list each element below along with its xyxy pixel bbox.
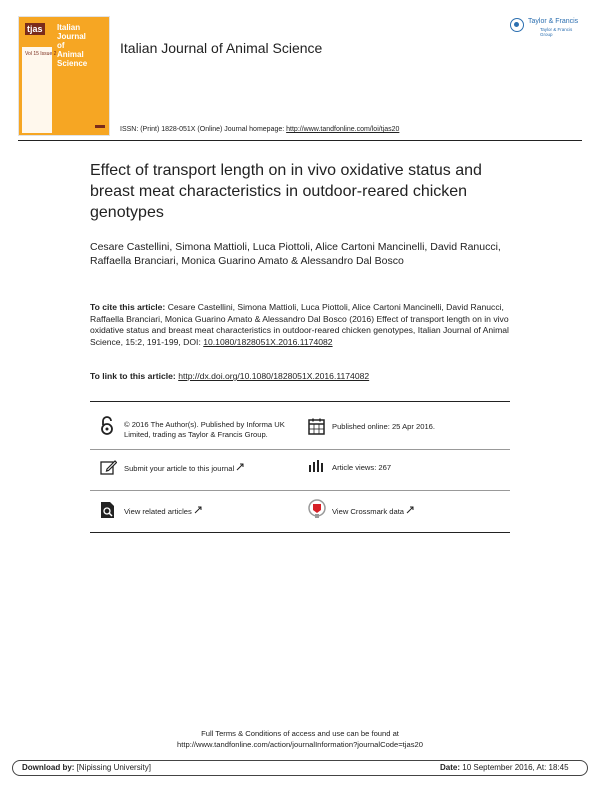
publisher-logo[interactable] bbox=[510, 16, 582, 36]
external-link-icon bbox=[194, 506, 203, 514]
download-date-value: 10 September 2016, At: 18:45 bbox=[460, 763, 569, 772]
downloaded-by bbox=[22, 763, 151, 772]
article-link-block bbox=[90, 371, 510, 381]
cover-stripe bbox=[95, 125, 105, 128]
crossmark-link[interactable] bbox=[332, 506, 415, 517]
download-date-label: Date: bbox=[440, 763, 461, 772]
journal-cover-image bbox=[18, 16, 110, 136]
article-link-label: To link to this article: bbox=[90, 371, 179, 381]
related-articles-icon bbox=[100, 501, 116, 519]
external-link-icon bbox=[406, 506, 415, 514]
cover-title-line: of bbox=[57, 41, 65, 50]
published-online-text: Published online: 25 Apr 2016. bbox=[332, 422, 436, 431]
article-title: Effect of transport length on in vivo oxidative status and breast meat characteristics in outdoor-reared chicken genotypes bbox=[90, 162, 482, 221]
article-authors: Cesare Castellini, Simona Mattioli, Luca Piottoli, Alice Cartoni Mancinelli, David Ranucci, Raffaella Branciari, Monica Guarino Amato & Alessandro Dal Bosco bbox=[90, 241, 501, 267]
info-divider bbox=[90, 490, 510, 491]
article-views-text: Article views: 267 bbox=[332, 463, 392, 472]
terms-line: Full Terms & Conditions of access and use can be found at bbox=[201, 729, 399, 738]
citation-doi-link[interactable]: 10.1080/1828051X.2016.1174082 bbox=[203, 336, 333, 347]
cover-title-line: Journal bbox=[57, 32, 86, 41]
cover-logo: tjas bbox=[27, 24, 43, 34]
publisher-logo-name: Taylor & Francis bbox=[528, 18, 579, 25]
terms-note bbox=[0, 728, 600, 750]
citation-label: To cite this article: bbox=[90, 302, 168, 312]
issn-line bbox=[120, 126, 399, 133]
downloaded-by-value: [Nipissing University] bbox=[74, 763, 151, 772]
cover-title-line: Science bbox=[57, 59, 88, 68]
bar-chart-icon bbox=[308, 459, 326, 473]
info-top-divider bbox=[90, 401, 510, 402]
external-link-icon bbox=[236, 463, 245, 471]
crossmark-icon bbox=[308, 499, 326, 519]
citation-text: Cesare Castellini, Simona Mattioli, Luca Piottoli, Alice Cartoni Mancinelli, David Ranucci, Raffaella Branciari, Monica Guarino Amato & Alessandro Dal Bosco (2016) Effect of transport length on in vivo oxidative status and breast meat characteristics in outdoor-reared chicken genotypes, Italian Journal of Animal Science, 15:2, 191-199, DOI: bbox=[90, 302, 509, 347]
cover-title-line: Italian bbox=[57, 23, 81, 32]
cover-side-panel bbox=[22, 47, 52, 133]
calendar-icon bbox=[308, 418, 325, 435]
submit-article-link[interactable] bbox=[124, 463, 245, 474]
article-doi-link[interactable]: http://dx.doi.org/10.1080/1828051X.2016.1174082 bbox=[178, 371, 370, 381]
cover-volume: Vol 15 Issue 2 bbox=[25, 51, 57, 57]
cover-title bbox=[57, 23, 87, 68]
download-date bbox=[440, 763, 569, 772]
edit-icon bbox=[100, 459, 117, 475]
submit-article-label: Submit your article to this journal bbox=[124, 464, 235, 473]
downloaded-by-label: Download by: bbox=[22, 763, 75, 772]
issn-text: ISSN: (Print) 1828-051X (Online) Journal homepage: bbox=[120, 126, 287, 133]
terms-url[interactable]: http://www.tandfonline.com/action/journalInformation?journalCode=tjas20 bbox=[177, 740, 423, 749]
header-divider bbox=[18, 140, 582, 141]
journal-homepage-link[interactable]: http://www.tandfonline.com/loi/tjas20 bbox=[286, 126, 400, 133]
cover-title-line: Animal bbox=[57, 50, 84, 59]
citation-block bbox=[90, 302, 510, 348]
license-text: © 2016 The Author(s). Published by Informa UK Limited, trading as Taylor & Francis Group. bbox=[124, 420, 285, 439]
journal-name: Italian Journal of Animal Science bbox=[120, 40, 323, 56]
info-bottom-divider bbox=[90, 532, 510, 533]
publisher-logo-icon bbox=[510, 18, 524, 32]
info-divider bbox=[90, 449, 510, 450]
related-articles-link[interactable] bbox=[124, 506, 203, 517]
publisher-logo-tagline: Taylor & Francis Group bbox=[540, 27, 573, 37]
related-articles-label: View related articles bbox=[124, 507, 192, 516]
crossmark-label: View Crossmark data bbox=[332, 507, 405, 516]
open-access-icon bbox=[100, 416, 114, 436]
